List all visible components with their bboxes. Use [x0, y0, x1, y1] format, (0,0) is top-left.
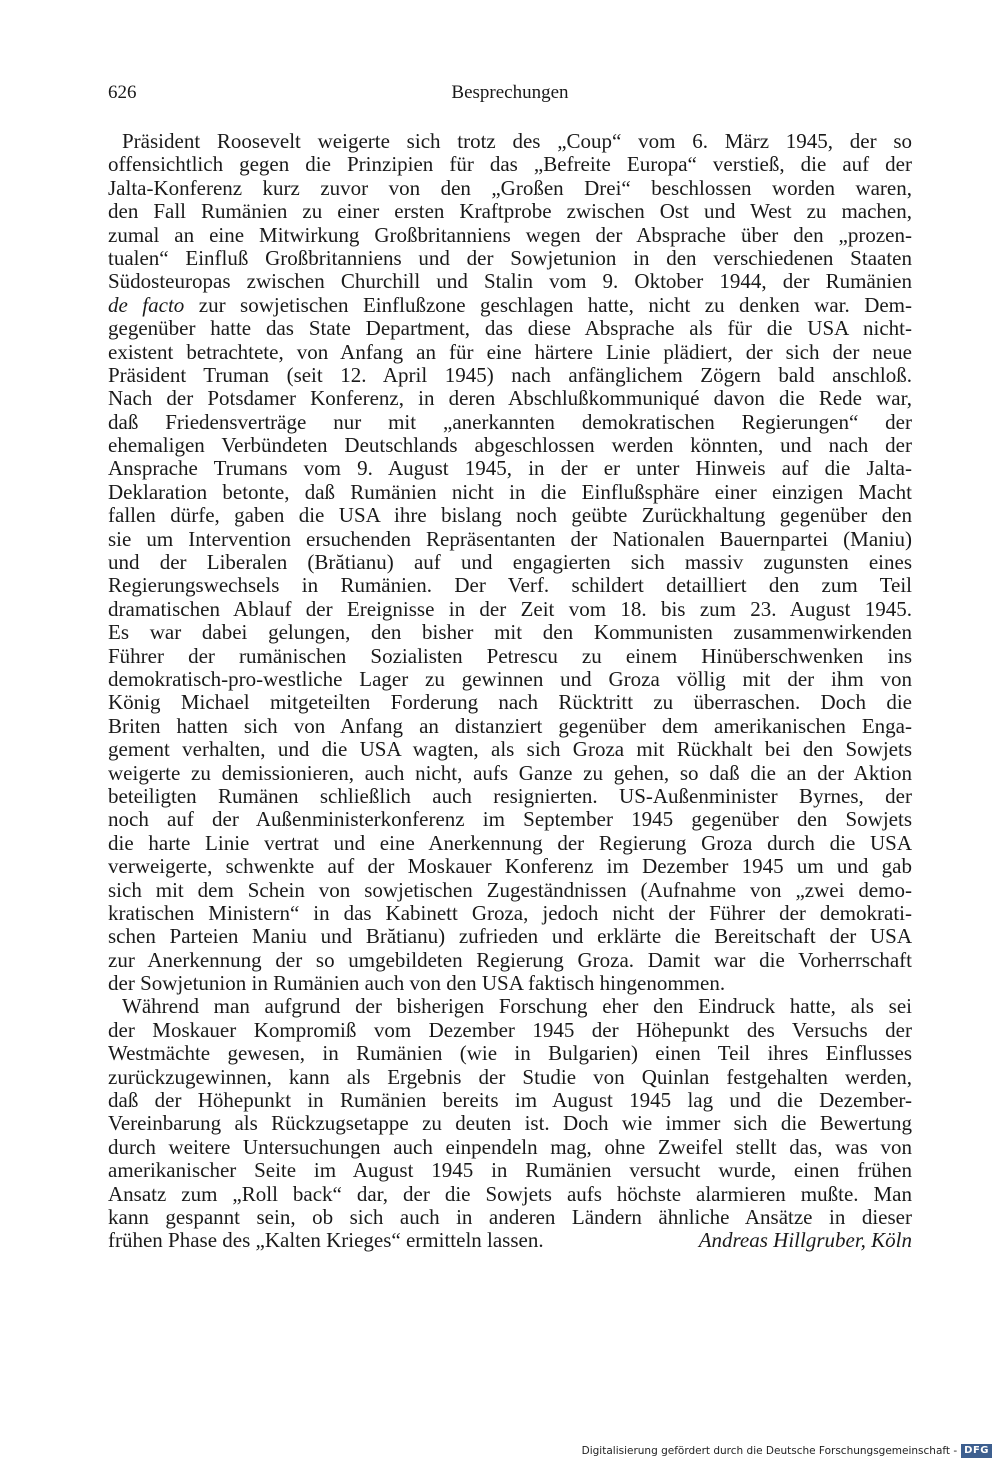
- text-line: kratischen Ministern“ in das Kabinett Groza, jedoch nicht der Führer der demokrati-: [108, 901, 912, 925]
- text-line: noch auf der Außenministerkonferenz im September 1945 gegenüber den Sowjets: [108, 808, 912, 832]
- text-line: verweigerte, schwenkte auf der Moskauer Konferenz im Dezember 1945 um und gab: [108, 855, 912, 879]
- text-line: beteiligten Rumänen schließlich auch resignierten. US-Außenminister Byrnes, der: [108, 784, 912, 808]
- text-line: Regierungswechsels in Rumänien. Der Verf. schildert detailliert den zum Teil: [108, 574, 912, 598]
- text-line: amerikanischer Seite im August 1945 in Rumänien versucht wurde, einen frühen: [108, 1159, 912, 1183]
- text-line: der Sowjetunion in Rumänien auch von den USA faktisch hingenommen.: [108, 972, 726, 996]
- text-line: zur Anerkennung der so umgebildeten Regierung Groza. Damit war die Vorherrschaft: [108, 948, 912, 972]
- text-line: zumal an eine Mitwirkung Großbritanniens wegen der Absprache über den „prozen-: [108, 223, 912, 247]
- text-line: offensichtlich gegen die Prinzipien für das „Befreite Europa“ verstieß, die auf der: [108, 153, 912, 177]
- text-line: Jalta-Konferenz kurz zuvor von den „Großen Drei“ beschlossen worden waren,: [108, 176, 912, 200]
- text-line: dramatischen Ablauf der Ereignisse in der Zeit vom 18. bis zum 23. August 1945.: [108, 597, 912, 621]
- text-line: Führer der rumänischen Sozialisten Petrescu zu einem Hinüberschwenken ins: [108, 644, 912, 668]
- text-line: und der Liberalen (Brătianu) auf und engagierten sich massiv zugunsten eines: [108, 551, 912, 575]
- text-line: Westmächte gewesen, in Rumänien (wie in Bulgarien) einen Teil ihres Einflusses: [108, 1042, 912, 1066]
- page-number: 626: [108, 82, 137, 103]
- text-line: durch weitere Untersuchungen auch einpendeln mag, ohne Zweifel stellt das, was von: [108, 1135, 912, 1159]
- text-line: daß Friedensverträge nur mit „anerkannten demokratischen Regierungen“ der: [108, 410, 912, 434]
- text-line: [108, 1229, 912, 1252]
- text-line: daß der Höhepunkt in Rumänien bereits im August 1945 lag und die Dezember-: [108, 1089, 912, 1113]
- text-line: Ansatz zum „Roll back“ dar, der die Sowjets aufs höchste alarmieren mußte. Man: [108, 1182, 912, 1206]
- text-line: Es war dabei gelungen, den bisher mit den Kommunisten zusammenwirkenden: [108, 621, 912, 645]
- paragraph: [108, 130, 912, 995]
- text-line: König Michael mitgeteilten Forderung nach Rücktritt zu überraschen. Doch die: [108, 691, 912, 715]
- text-line: weigerte zu demissionieren, auch nicht, aufs Ganze zu gehen, so daß die an der Aktion: [108, 761, 912, 785]
- footer-credit: Digitalisierung gefördert durch die Deutsche Forschungsgemeinschaft -: [581, 1445, 958, 1457]
- text-line: fallen dürfe, gaben die USA ihre bislang noch geübte Zurückhaltung gegenüber den: [108, 504, 912, 528]
- paragraph: [108, 995, 912, 1252]
- dfg-logo-icon: DFG: [961, 1444, 992, 1458]
- text-line: die harte Linie vertrat und eine Anerkennung der Regierung Groza durch die USA: [108, 831, 912, 855]
- text-line: schen Parteien Maniu und Brătianu) zufrieden und erklärte die Bereitschaft der USA: [108, 925, 912, 949]
- text-line: ehemaligen Verbündeten Deutschlands abgeschlossen werden könnten, und nach der: [108, 434, 912, 458]
- italic-phrase: de facto: [108, 293, 185, 317]
- text-line: Vereinbarung als Rückzugsetappe zu deuten ist. Doch wie immer sich die Bewertung: [108, 1112, 912, 1136]
- running-title: Besprechungen: [451, 82, 569, 103]
- text-line: existent betrachtete, von Anfang an für eine härtere Linie plädiert, der sich der neue: [108, 340, 912, 364]
- text-line: Ansprache Trumans vom 9. August 1945, in der er unter Hinweis auf die Jalta-: [108, 457, 912, 481]
- text-line-content: frühen Phase des „Kalten Krieges“ ermitteln lassen.: [108, 1229, 544, 1253]
- text-line: gement verhalten, und die USA wagten, als sich Groza mit Rückhalt bei den Sowjets: [108, 738, 912, 762]
- page-header: [108, 78, 912, 108]
- text-line: Deklaration betonte, daß Rumänien nicht in die Einflußsphäre einer einzigen Macht: [108, 480, 912, 504]
- text-line: demokratisch-pro-westliche Lager zu gewinnen und Groza völlig mit der ihm von: [108, 667, 912, 691]
- digitization-footer: [582, 1443, 992, 1459]
- text-line: sie um Intervention ersuchenden Repräsentanten der Nationalen Bauernpartei (Maniu): [108, 527, 912, 551]
- text-line: der Moskauer Kompromiß vom Dezember 1945 der Höhepunkt des Versuchs der: [108, 1018, 912, 1042]
- text-line: zurückzugewinnen, kann als Ergebnis der Studie von Quinlan festgehalten werden,: [108, 1065, 912, 1089]
- text-line: de facto zur sowjetischen Einflußzone geschlagen hatte, nicht zu denken war. Dem-: [108, 293, 912, 317]
- text-line: den Fall Rumänien zu einer ersten Kraftprobe zwischen Ost und West zu machen,: [108, 200, 912, 224]
- text-line: Südosteuropas zwischen Churchill und Stalin vom 9. Oktober 1944, der Rumänien: [108, 270, 912, 294]
- review-text: [108, 130, 912, 1253]
- text-line: gegenüber hatte das State Department, das diese Absprache als für die USA nicht-: [108, 317, 912, 341]
- text-line: Präsident Truman (seit 12. April 1945) nach anfänglichem Zögern bald anschloß.: [108, 363, 912, 387]
- text-line: tualen“ Einfluß Großbritanniens und der Sowjetunion in den verschiedenen Staaten: [108, 246, 912, 270]
- text-line: Während man aufgrund der bisherigen Forschung eher den Eindruck hatte, als sei: [122, 995, 912, 1019]
- text-line: Präsident Roosevelt weigerte sich trotz des „Coup“ vom 6. März 1945, der so: [122, 130, 912, 153]
- text-line: sich mit dem Schein von sowjetischen Zugeständnissen (Aufnahme von „zwei demo-: [108, 878, 912, 902]
- text-line: kann gespannt sein, ob sich auch in anderen Ländern ähnliche Ansätze in dieser: [108, 1205, 912, 1229]
- text-line: Briten hatten sich von Anfang an distanziert gegenüber dem amerikanischen Enga-: [108, 714, 912, 738]
- text-line: Nach der Potsdamer Konferenz, in deren Abschlußkommuniqué davon die Rede war,: [108, 387, 912, 411]
- reviewer-signature: Andreas Hillgruber, Köln: [698, 1229, 912, 1253]
